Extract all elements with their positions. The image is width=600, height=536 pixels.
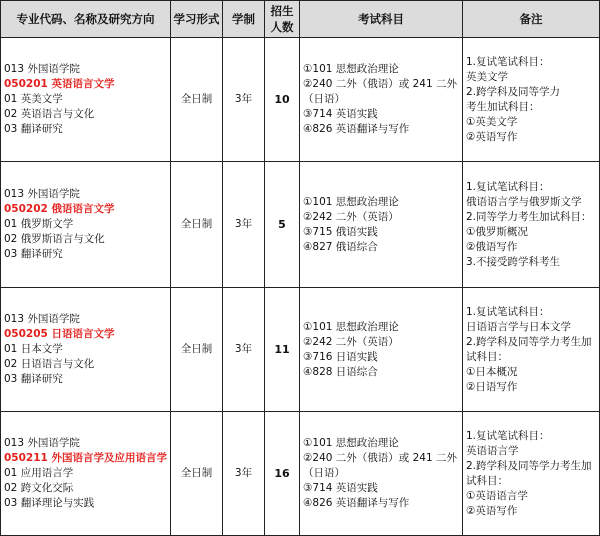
table-row (1, 162, 600, 288)
header-row (1, 1, 600, 38)
major-code-name: 050202 俄语语言文学 (4, 203, 115, 215)
direction: 01 应用语言学 (4, 467, 74, 479)
note-line: ①俄罗斯概况 (466, 225, 528, 238)
note-line: ②英语写作 (466, 130, 518, 143)
exam-item: ①101 思想政治理论 (303, 195, 399, 208)
direction: 02 俄罗斯语言与文化 (4, 233, 105, 245)
exam-item: ③716 日语实践 (303, 350, 378, 363)
direction: 02 日语语言与文化 (4, 358, 95, 370)
years-cell: 3年 (223, 38, 265, 162)
direction: 03 翻译理论与实践 (4, 497, 95, 509)
direction: 01 英美文学 (4, 93, 63, 105)
school-name: 013 外国语学院 (4, 63, 80, 75)
notes-cell (463, 38, 600, 162)
years-cell: 3年 (223, 288, 265, 412)
exam-item: ②242 二外（英语） (303, 210, 399, 223)
mode-cell: 全日制 (171, 38, 223, 162)
table-row (1, 38, 600, 162)
major-cell (1, 412, 171, 536)
table-row (1, 288, 600, 412)
exam-item: ③715 俄语实践 (303, 225, 378, 238)
school-name: 013 外国语学院 (4, 437, 80, 449)
quota-cell: 10 (265, 38, 300, 162)
direction: 03 翻译研究 (4, 123, 63, 135)
exam-item: ②240 二外（俄语）或 241 二外（日语） (303, 452, 458, 479)
mode-cell: 全日制 (171, 162, 223, 288)
exam-item: ③714 英语实践 (303, 108, 378, 120)
exam-item: ③714 英语实践 (303, 482, 378, 494)
exam-item: ④827 俄语综合 (303, 240, 378, 253)
mode-cell: 全日制 (171, 288, 223, 412)
exam-item: ④826 英语翻译与写作 (303, 497, 410, 509)
note-line: 2.跨学科及同等学力考生加试科目： (466, 335, 592, 363)
notes-cell (463, 412, 600, 536)
exam-item: ①101 思想政治理论 (303, 437, 399, 449)
note-line: ②英语写作 (466, 504, 518, 517)
exam-item: ①101 思想政治理论 (303, 63, 399, 75)
direction: 03 翻译研究 (4, 373, 63, 385)
exam-item: ④828 日语综合 (303, 365, 378, 378)
note-line: ①英美文学 (466, 115, 518, 128)
note-line: 1.复试笔试科目： (466, 305, 550, 318)
header-mode: 学习形式 (171, 1, 223, 38)
major-cell (1, 38, 171, 162)
quota-cell: 16 (265, 412, 300, 536)
header-exams: 考试科目 (300, 1, 463, 38)
major-cell (1, 162, 171, 288)
note-line: 1.复试笔试科目： (466, 429, 550, 442)
note-line: ②日语写作 (466, 380, 518, 393)
note-line: 俄语语言学与俄罗斯文学 (466, 195, 582, 208)
quota-cell: 5 (265, 162, 300, 288)
header-years: 学制 (223, 1, 265, 38)
years-cell: 3年 (223, 162, 265, 288)
exam-item: ④826 英语翻译与写作 (303, 123, 410, 135)
mode-cell: 全日制 (171, 412, 223, 536)
direction: 01 日本文学 (4, 343, 63, 355)
school-name: 013 外国语学院 (4, 313, 80, 325)
notes-cell (463, 162, 600, 288)
note-line: ①英语语言学 (466, 489, 528, 502)
notes-cell (463, 288, 600, 412)
header-major: 专业代码、名称及研究方向 (1, 1, 171, 38)
note-line: 1.复试笔试科目： (466, 180, 550, 193)
note-line: 英语语言学 (466, 444, 519, 457)
direction: 03 翻译研究 (4, 248, 63, 260)
quota-cell: 11 (265, 288, 300, 412)
exam-item: ①101 思想政治理论 (303, 320, 399, 333)
note-line: ①日本概况 (466, 365, 518, 378)
exams-cell (300, 162, 463, 288)
direction: 02 英语语言与文化 (4, 108, 95, 120)
note-line: 3.不接受跨学科考生 (466, 255, 561, 268)
note-line: 考生加试科目： (466, 100, 540, 113)
major-cell (1, 288, 171, 412)
header-notes: 备注 (463, 1, 600, 38)
note-line: 2.跨学科及同等学力 (466, 85, 561, 98)
major-code-name: 050211 外国语言学及应用语言学 (4, 452, 167, 464)
direction: 01 俄罗斯文学 (4, 218, 74, 230)
major-code-name: 050201 英语语言文学 (4, 78, 115, 90)
table-row (1, 412, 600, 536)
direction: 02 跨文化交际 (4, 482, 74, 494)
note-line: ②俄语写作 (466, 240, 518, 253)
exams-cell (300, 38, 463, 162)
exams-cell (300, 288, 463, 412)
exam-item: ②240 二外（俄语）或 241 二外（日语） (303, 78, 458, 105)
major-code-name: 050205 日语语言文学 (4, 328, 115, 340)
exam-item: ②242 二外（英语） (303, 335, 399, 348)
note-line: 2.跨学科及同等学力考生加试科目： (466, 459, 592, 487)
note-line: 日语语言学与日本文学 (466, 320, 571, 333)
header-quota: 招生人数 (265, 1, 300, 38)
note-line: 1.复试笔试科目： (466, 55, 550, 68)
years-cell: 3年 (223, 412, 265, 536)
note-line: 英美文学 (466, 70, 508, 83)
exams-cell (300, 412, 463, 536)
note-line: 2.同等学力考生加试科目： (466, 210, 592, 223)
school-name: 013 外国语学院 (4, 188, 80, 200)
